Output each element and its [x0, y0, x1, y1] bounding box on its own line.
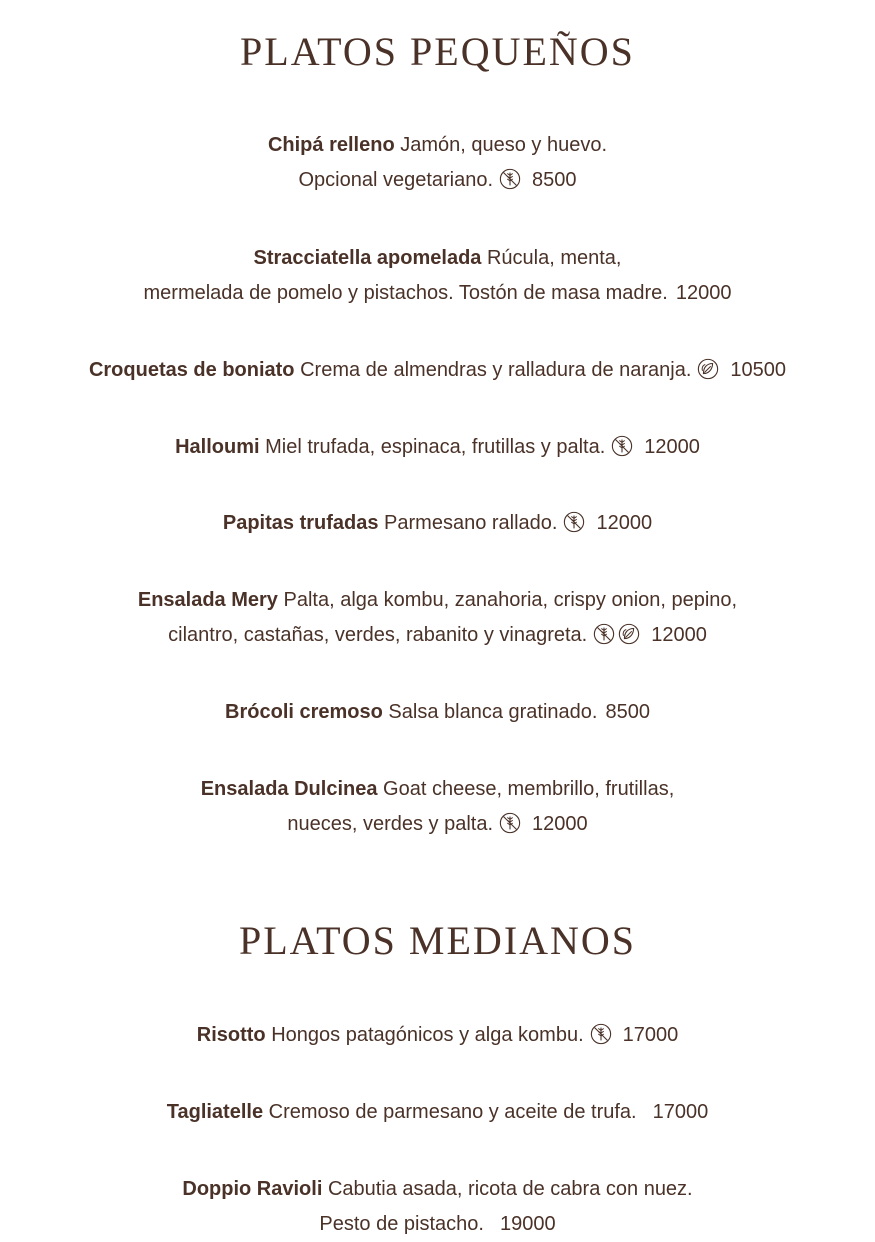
- item-name: Tagliatelle: [166, 1101, 264, 1123]
- item-description-line2: Pesto de pistacho.: [319, 1213, 484, 1235]
- item-price: 12000: [651, 624, 707, 646]
- gluten-free-icon: [563, 511, 585, 533]
- menu-item-tagliatelle: [0, 1095, 875, 1130]
- gluten-free-icon: [499, 168, 521, 190]
- menu-item-stracciatella: [0, 241, 875, 311]
- item-description: Hongos patagónicos y alga kombu.: [271, 1024, 584, 1046]
- menu-item-chipa-relleno: [0, 128, 875, 198]
- item-name: Doppio Ravioli: [182, 1178, 323, 1200]
- item-price: 12000: [596, 512, 653, 534]
- gluten-free-icon: [611, 435, 633, 457]
- vegan-icon: [618, 623, 640, 645]
- item-description: Parmesano rallado.: [384, 512, 558, 534]
- item-description-line2: nueces, verdes y palta.: [287, 813, 494, 835]
- item-price: 12000: [675, 282, 732, 304]
- menu-item-papitas-trufadas: [0, 506, 875, 541]
- item-description: Jamón, queso y huevo.: [400, 134, 608, 156]
- gluten-free-icon: [593, 623, 615, 645]
- item-description: Crema de almendras y ralladura de naranja.: [300, 359, 692, 381]
- item-price: 17000: [622, 1024, 679, 1046]
- item-description: Palta, alga kombu, zanahoria, crispy onion, pepino,: [283, 589, 738, 611]
- menu-item-ensalada-mery: [0, 583, 875, 653]
- item-description: Cremoso de parmesano y aceite de trufa.: [268, 1101, 637, 1123]
- item-price: 12000: [644, 436, 700, 458]
- item-description-line2: cilantro, castañas, verdes, rabanito y vinagreta.: [168, 624, 588, 646]
- item-description: Cabutia asada, ricota de cabra con nuez.: [327, 1178, 693, 1200]
- item-price: 8500: [532, 169, 577, 191]
- item-price: 8500: [605, 701, 650, 723]
- item-description: Salsa blanca gratinado.: [388, 701, 598, 723]
- gluten-free-icon: [590, 1023, 612, 1045]
- item-name: Chipá relleno: [267, 134, 395, 156]
- item-name: Croquetas de boniato: [88, 359, 295, 381]
- menu-item-croquetas-de-boniato: [0, 353, 875, 388]
- item-name: Ensalada Dulcinea: [200, 778, 378, 800]
- menu-item-doppio-ravioli: [0, 1172, 875, 1242]
- vegan-icon: [697, 358, 719, 380]
- item-name: Halloumi: [175, 436, 260, 458]
- item-price: 19000: [499, 1213, 556, 1235]
- item-price: 10500: [730, 359, 787, 381]
- section-title-platos-medianos: PLATOS MEDIANOS: [238, 918, 637, 963]
- menu-item-brocoli-cremoso: [0, 695, 875, 730]
- item-description: Goat cheese, membrillo, frutillas,: [383, 778, 675, 800]
- item-name: Papitas trufadas: [222, 512, 379, 534]
- item-name: Stracciatella apomelada: [253, 247, 482, 269]
- item-price: 12000: [532, 813, 588, 835]
- menu-item-halloumi: [0, 430, 875, 465]
- item-name: Risotto: [196, 1024, 266, 1046]
- item-description-line2: Opcional vegetariano.: [298, 169, 494, 191]
- menu-item-risotto: [0, 1018, 875, 1053]
- section-title-platos-pequenos: PLATOS PEQUEÑOS: [240, 29, 635, 74]
- item-name: Ensalada Mery: [137, 589, 278, 611]
- item-description: Miel trufada, espinaca, frutillas y palta.: [265, 436, 606, 458]
- item-description: Rúcula, menta,: [486, 247, 622, 269]
- item-price: 17000: [652, 1101, 709, 1123]
- item-description-line2: mermelada de pomelo y pistachos. Tostón de masa madre.: [143, 282, 668, 304]
- item-name: Brócoli cremoso: [225, 701, 383, 723]
- menu-item-ensalada-dulcinea: [0, 772, 875, 842]
- gluten-free-icon: [499, 812, 521, 834]
